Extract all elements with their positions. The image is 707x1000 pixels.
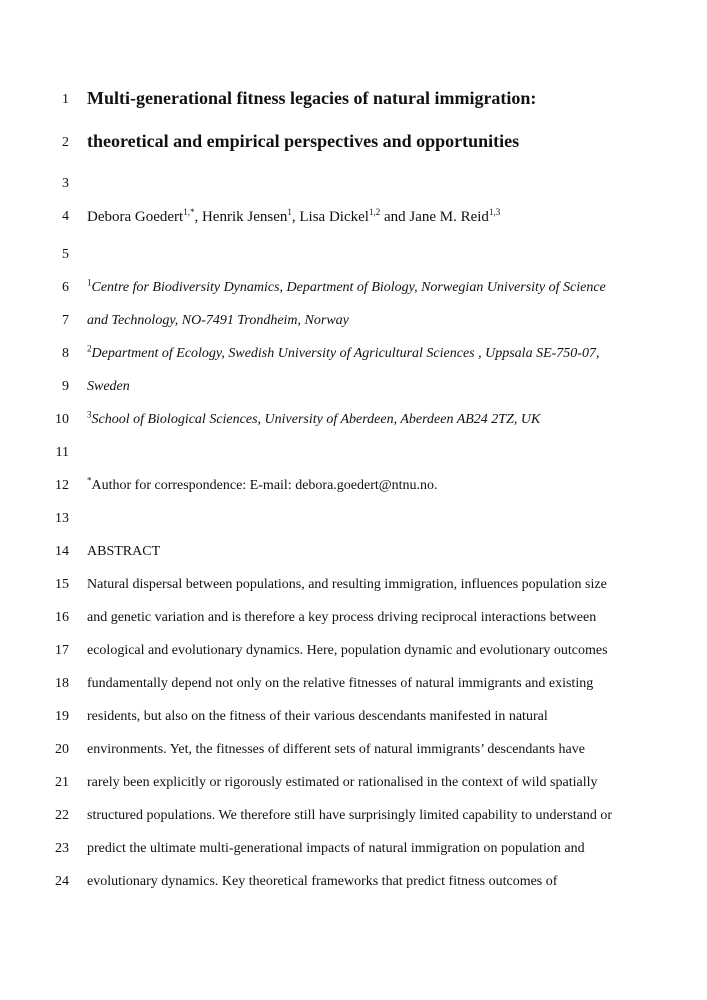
abstract-text-line: Natural dispersal between populations, and resulting immigration, influences population size <box>87 577 607 592</box>
manuscript-line <box>0 410 707 434</box>
affiliation-text: School of Biological Sciences, University of Aberdeen, Aberdeen AB24 2TZ, UK <box>91 412 541 427</box>
affiliation-text: Centre for Biodiversity Dynamics, Department of Biology, Norwegian University of Science <box>91 280 606 295</box>
line-number: 22 <box>55 808 69 823</box>
line-number: 1 <box>62 92 69 107</box>
line-number: 21 <box>55 775 69 790</box>
correspondence-text: Author for correspondence: E-mail: debora.goedert@ntnu.no. <box>91 478 438 493</box>
abstract-text-line: fundamentally depend not only on the relative fitnesses of natural immigrants and existing <box>87 676 594 691</box>
manuscript-line <box>0 575 707 599</box>
line-number: 15 <box>55 577 69 592</box>
affiliation-1-continued: and Technology, NO-7491 Trondheim, Norway <box>87 313 349 328</box>
line-number: 12 <box>55 478 69 493</box>
author-affiliation-marker: 1 <box>287 207 292 217</box>
manuscript-line <box>0 476 707 500</box>
line-number: 18 <box>55 676 69 691</box>
manuscript-line <box>0 133 707 157</box>
affiliation-marker: 3 <box>87 409 92 420</box>
line-number: 4 <box>62 209 69 224</box>
author-name: Jane M. Reid <box>409 209 489 225</box>
line-number: 8 <box>62 346 69 361</box>
abstract-text-line: environments. Yet, the fitnesses of different sets of natural immigrants’ descendants have <box>87 742 585 757</box>
line-number: 23 <box>55 841 69 856</box>
author-separator: , <box>291 209 300 225</box>
line-number: 19 <box>55 709 69 724</box>
manuscript-line <box>0 839 707 863</box>
manuscript-line <box>0 806 707 830</box>
manuscript-line <box>0 278 707 302</box>
correspondence-line <box>87 476 647 496</box>
manuscript-line <box>0 377 707 401</box>
line-number: 9 <box>62 379 69 394</box>
author-affiliation-marker: 1,* <box>183 207 195 217</box>
correspondence-marker: * <box>87 475 92 486</box>
manuscript-line <box>0 344 707 368</box>
manuscript-line <box>0 443 707 467</box>
line-number: 24 <box>55 874 69 889</box>
abstract-text-line: residents, but also on the fitness of their various descendants manifested in natural <box>87 709 548 724</box>
author-separator: , <box>194 209 202 225</box>
manuscript-line <box>0 773 707 797</box>
manuscript-line <box>0 90 707 114</box>
manuscript-line <box>0 740 707 764</box>
abstract-text-line: predict the ultimate multi-generational impacts of natural immigration on population and <box>87 841 585 856</box>
abstract-text-line: rarely been explicitly or rigorously estimated or rationalised in the context of wild spatially <box>87 775 598 790</box>
abstract-text-line: structured populations. We therefore still have surprisingly limited capability to understand or <box>87 808 613 823</box>
affiliation-2-continued: Sweden <box>87 379 130 394</box>
line-number: 6 <box>62 280 69 295</box>
title-line-2: theoretical and empirical perspectives and opportunities <box>87 131 520 151</box>
affiliation-text: Department of Ecology, Swedish University of Agricultural Sciences , Uppsala SE-750-07, <box>91 346 600 361</box>
manuscript-line <box>0 641 707 665</box>
abstract-heading: ABSTRACT <box>87 544 161 559</box>
author-list <box>87 207 647 227</box>
manuscript-line <box>0 674 707 698</box>
author-name: Henrik Jensen <box>201 209 288 225</box>
line-number: 13 <box>55 511 69 526</box>
affiliation-marker: 2 <box>87 343 92 354</box>
line-number: 2 <box>62 135 69 150</box>
abstract-text-line: ecological and evolutionary dynamics. Here, population dynamic and evolutionary outcomes <box>87 643 608 658</box>
manuscript-line <box>0 174 707 198</box>
manuscript-line <box>0 509 707 533</box>
line-number: 3 <box>62 176 69 191</box>
author-name: Lisa Dickel <box>299 209 369 225</box>
manuscript-line <box>0 207 707 231</box>
line-number: 14 <box>55 544 69 559</box>
affiliation-2 <box>87 344 647 364</box>
title-line-1: Multi-generational fitness legacies of natural immigration: <box>87 88 537 108</box>
line-number: 16 <box>55 610 69 625</box>
abstract-text-line: and genetic variation and is therefore a key process driving reciprocal interactions between <box>87 610 597 625</box>
line-number: 17 <box>55 643 69 658</box>
affiliation-1 <box>87 278 647 298</box>
manuscript-line <box>0 707 707 731</box>
author-affiliation-marker: 1,2 <box>368 207 381 217</box>
author-affiliation-marker: 1,3 <box>488 207 501 217</box>
affiliation-marker: 1 <box>87 277 92 288</box>
line-number: 11 <box>55 445 69 460</box>
affiliation-3 <box>87 410 647 430</box>
manuscript-line <box>0 311 707 335</box>
manuscript-line <box>0 608 707 632</box>
line-number: 5 <box>62 247 69 262</box>
manuscript-line <box>0 872 707 896</box>
author-separator: and <box>380 209 410 225</box>
abstract-text-line: evolutionary dynamics. Key theoretical frameworks that predict fitness outcomes of <box>87 874 558 889</box>
manuscript-line <box>0 542 707 566</box>
manuscript-line <box>0 245 707 269</box>
line-number: 20 <box>55 742 69 757</box>
line-number: 10 <box>55 412 69 427</box>
line-number: 7 <box>62 313 69 328</box>
author-name: Debora Goedert <box>87 209 184 225</box>
